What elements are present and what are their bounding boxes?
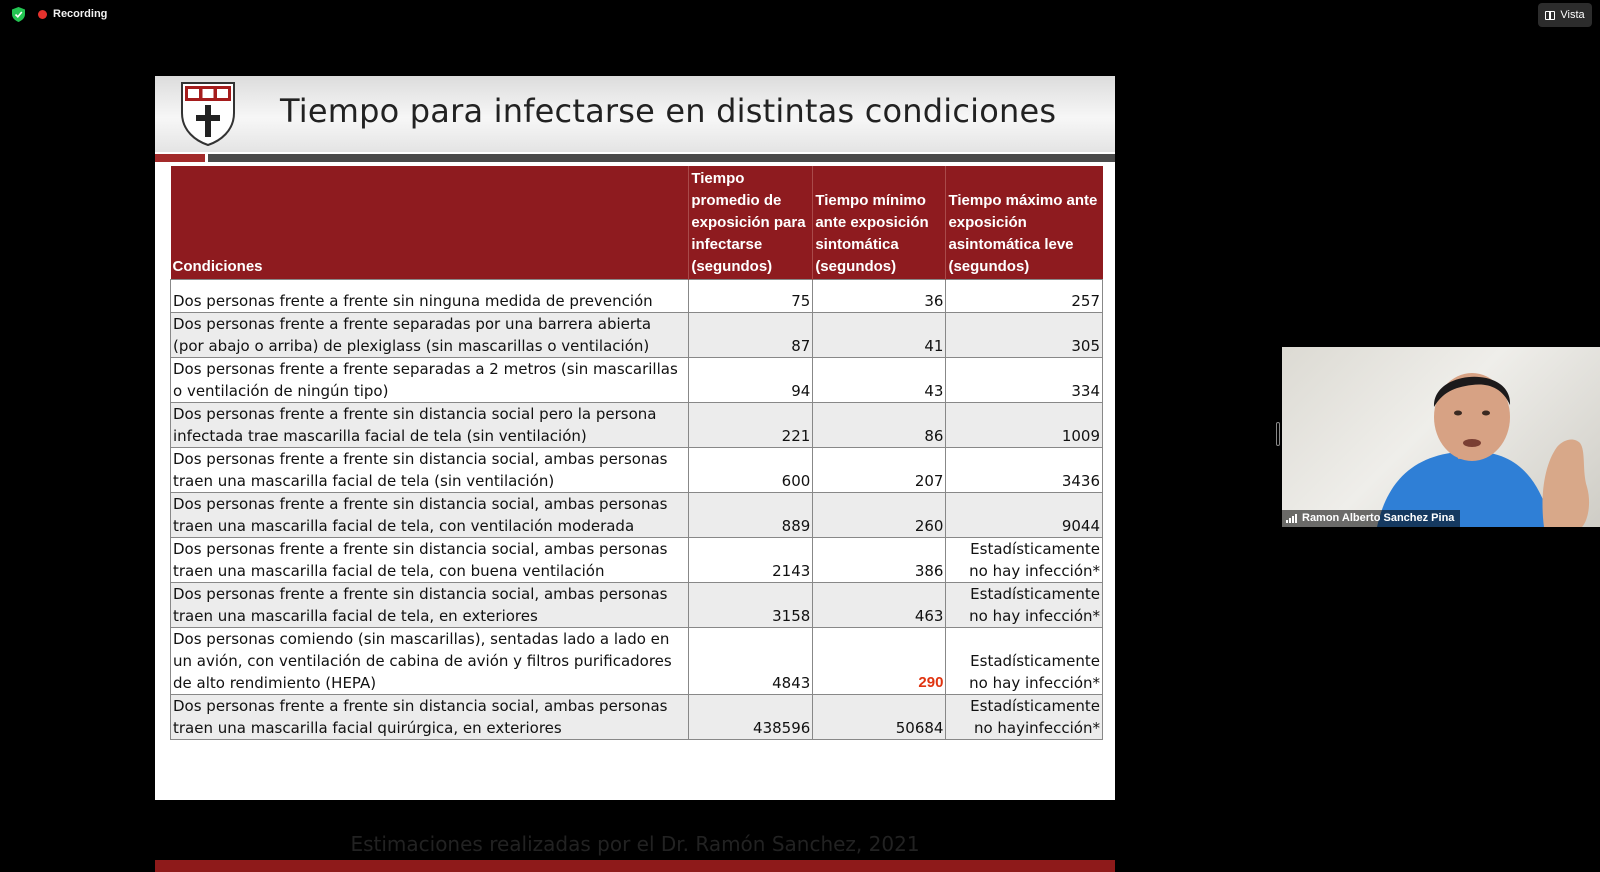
meeting-top-bar	[0, 0, 1600, 30]
max-time-cell: Estadísticamente no hay infección*	[946, 538, 1103, 583]
slide-bottom-bar	[155, 860, 1115, 872]
min-time-cell: 50684	[813, 695, 946, 740]
max-time-cell: Estadísticamente no hay infección*	[946, 583, 1103, 628]
avg-time-cell: 75	[689, 280, 813, 313]
condition-cell: Dos personas comiendo (sin mascarillas), sentadas lado a lado en un avión, con ventilación de cabina de avión y filtros purificadores de alto rendimiento (HEPA)	[171, 628, 689, 695]
avg-time-cell: 889	[689, 493, 813, 538]
infection-time-table	[170, 166, 1103, 740]
view-button-label: Vista	[1560, 9, 1585, 21]
avg-time-cell: 94	[689, 358, 813, 403]
avg-time-cell: 2143	[689, 538, 813, 583]
recording-label: Recording	[53, 8, 108, 20]
max-time-cell: 305	[946, 313, 1103, 358]
table-row	[171, 538, 1103, 583]
condition-cell: Dos personas frente a frente sin distancia social, ambas personas traen una mascarilla facial de tela, en exteriores	[171, 583, 689, 628]
min-time-cell: 207	[813, 448, 946, 493]
table-row	[171, 448, 1103, 493]
table-row	[171, 493, 1103, 538]
participant-video-tile[interactable]	[1282, 347, 1600, 527]
min-time-cell: 260	[813, 493, 946, 538]
table-row	[171, 628, 1103, 695]
harvard-crest-icon	[180, 81, 236, 147]
recording-dot-icon	[38, 10, 47, 19]
min-time-cell-highlighted: 290	[813, 628, 946, 695]
table-row	[171, 695, 1103, 740]
table-row	[171, 313, 1103, 358]
header-conditions: Condiciones	[171, 166, 689, 280]
header-min-time: Tiempo mínimo ante exposición sintomática (segundos)	[813, 166, 946, 280]
condition-cell: Dos personas frente a frente separadas a 2 metros (sin mascarillas o ventilación de ningún tipo)	[171, 358, 689, 403]
condition-cell: Dos personas frente a frente sin distancia social, ambas personas traen una mascarilla facial de tela, con buena ventilación	[171, 538, 689, 583]
slide-footnote: Estimaciones realizadas por el Dr. Ramón Sanchez, 2021	[350, 832, 920, 856]
condition-cell: Dos personas frente a frente sin ninguna medida de prevención	[171, 280, 689, 313]
condition-cell: Dos personas frente a frente sin distancia social pero la persona infectada trae mascarilla facial de tela (sin ventilación)	[171, 403, 689, 448]
max-time-cell: 334	[946, 358, 1103, 403]
condition-cell: Dos personas frente a frente sin distancia social, ambas personas traen una mascarilla facial de tela, con ventilación moderada	[171, 493, 689, 538]
participant-video-frame	[1282, 347, 1600, 527]
max-time-cell: 257	[946, 280, 1103, 313]
avg-time-cell: 4843	[689, 628, 813, 695]
panel-resize-handle[interactable]	[1276, 422, 1280, 446]
security-shield-icon[interactable]	[12, 7, 25, 22]
min-time-cell: 41	[813, 313, 946, 358]
header-divider	[155, 154, 1115, 162]
participant-name: Ramon Alberto Sanchez Pina	[1302, 512, 1455, 524]
header-avg-time: Tiempo promedio de exposición para infectarse (segundos)	[689, 166, 813, 280]
slide-title: Tiempo para infectarse en distintas condiciones	[280, 92, 1057, 130]
shared-slide	[155, 76, 1115, 856]
avg-time-cell: 221	[689, 403, 813, 448]
max-time-cell: Estadísticamente no hayinfección*	[946, 695, 1103, 740]
condition-cell: Dos personas frente a frente sin distancia social, ambas personas traen una mascarilla facial quirúrgica, en exteriores	[171, 695, 689, 740]
recording-indicator[interactable]	[38, 8, 107, 20]
min-time-cell: 43	[813, 358, 946, 403]
table-row	[171, 358, 1103, 403]
participant-name-label	[1282, 510, 1460, 527]
table-row	[171, 583, 1103, 628]
max-time-cell: 3436	[946, 448, 1103, 493]
condition-cell: Dos personas frente a frente sin distancia social, ambas personas traen una mascarilla facial de tela (sin ventilación)	[171, 448, 689, 493]
avg-time-cell: 600	[689, 448, 813, 493]
max-time-cell: Estadísticamente no hay infección*	[946, 628, 1103, 695]
table-row	[171, 280, 1103, 313]
signal-strength-icon	[1286, 514, 1297, 523]
avg-time-cell: 3158	[689, 583, 813, 628]
view-button[interactable]	[1538, 3, 1592, 27]
table-header-row	[171, 166, 1103, 280]
condition-cell: Dos personas frente a frente separadas por una barrera abierta (por abajo o arriba) de plexiglass (sin mascarillas o ventilación)	[171, 313, 689, 358]
header-max-time: Tiempo máximo ante exposición asintomática leve (segundos)	[946, 166, 1103, 280]
max-time-cell: 1009	[946, 403, 1103, 448]
avg-time-cell: 438596	[689, 695, 813, 740]
min-time-cell: 86	[813, 403, 946, 448]
max-time-cell: 9044	[946, 493, 1103, 538]
view-layout-icon	[1545, 11, 1555, 20]
table-row	[171, 403, 1103, 448]
min-time-cell: 463	[813, 583, 946, 628]
slide-header	[155, 76, 1115, 152]
min-time-cell: 36	[813, 280, 946, 313]
avg-time-cell: 87	[689, 313, 813, 358]
min-time-cell: 386	[813, 538, 946, 583]
